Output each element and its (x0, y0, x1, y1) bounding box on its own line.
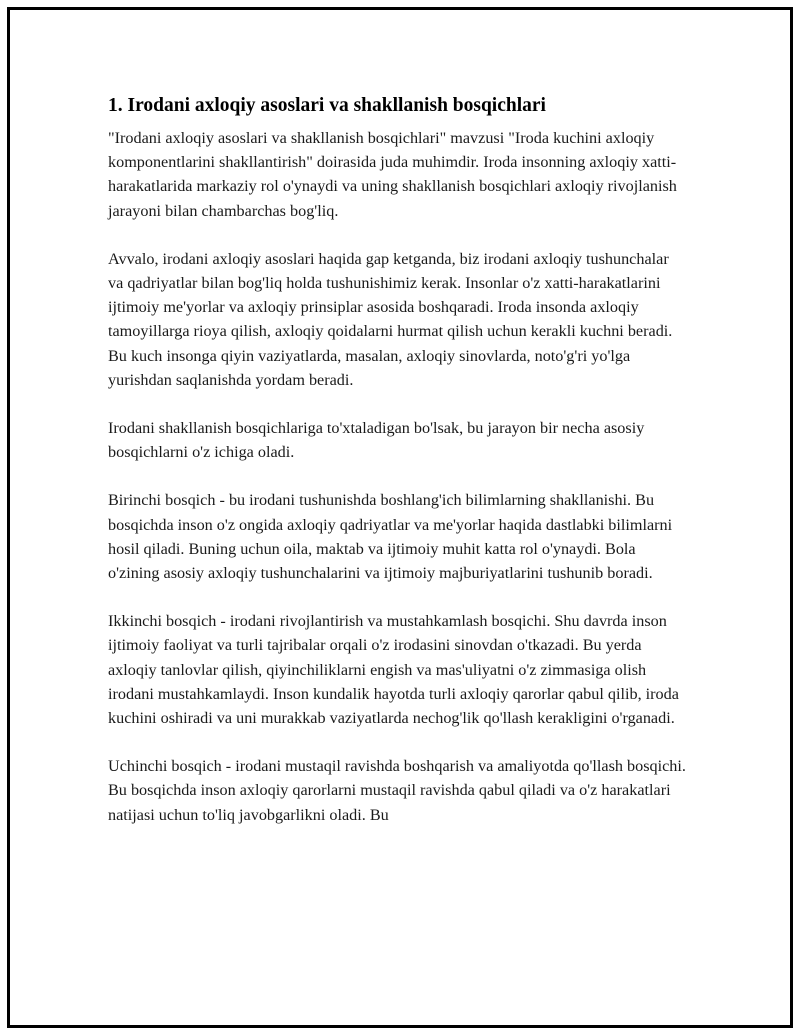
paragraph-stages-overview: Irodani shakllanish bosqichlariga to'xtaladigan bo'lsak, bu jarayon bir necha asosiy bosqichlarni o'z ichiga oladi. (108, 419, 645, 462)
paragraph-stage-three: Uchinchi bosqich - irodani mustaqil ravishda boshqarish va amaliyotda qo'llash bosqichi. Bu bosqichda inson axloqiy qarorlarni mustaqil ravishda qabul qiladi va o'z harakatlari natijasi uchun to'liq javobgarlikni oladi. Bu (108, 757, 686, 824)
paragraph-stage-two: Ikkinchi bosqich - irodani rivojlantirish va mustahkamlash bosqichi. Shu davrda inson ijtimoiy faoliyat va turli tajribalar orqali o'z irodasini sinovdan o'tkazadi. Bu yerda axloqiy tanlovlar qilish, qiyinchiliklarni engish va mas'uliyatni o'z zimmasiga olish irodani mustahkamlaydi. Inson kundalik hayotda turli axloqiy qarorlar qabul qilib, iroda kuchini oshiradi va uni murakkab vaziyatlarda nechog'lik qo'llash kerakligini o'rganadi. (108, 612, 679, 728)
paragraph-intro: "Irodani axloqiy asoslari va shakllanish bosqichlari" mavzusi "Iroda kuchini axloqiy komponentlarini shakllantirish" doirasida juda muhimdir. Iroda insonning axloqiy xatti-harakatlarida markaziy rol o'ynaydi va uning shakllanish bosqichlari axloqiy rivojlanish jarayoni bilan chambarchas bog'liq. (108, 129, 677, 220)
paragraph-stage-one: Birinchi bosqich - bu irodani tushunishda boshlang'ich bilimlarning shakllanishi. Bu bosqichda inson o'z ongida axloqiy qadriyatlar va me'yorlar haqida dastlabki bilimlarni hosil qiladi. Buning uchun oila, maktab va ijtimoiy muhit katta rol o'ynaydi. Bola o'zining asosiy axloqiy tushunchalarini va ijtimoiy majburiyatlarini tushunib boradi. (108, 491, 673, 583)
section-heading: 1. Irodani axloqiy asoslari va shakllanish bosqichlari (108, 95, 546, 116)
document-body (108, 92, 688, 851)
paragraph-moral-foundations: Avvalo, irodani axloqiy asoslari haqida gap ketganda, biz irodani axloqiy tushunchalar va qadriyatlar bilan bog'liq holda tushunishimiz kerak. Insonlar o'z xatti-harakatlarini ijtimoiy me'yorlar va axloqiy prinsiplar asosida boshqaradi. Iroda insonda axloqiy tamoyillarga rioya qilish, axloqiy qoidalarni hurmat qilish uchun kerakli kuchni beradi. Bu kuch insonga qiyin vaziyatlarda, masalan, axloqiy sinovlarda, noto'g'ri yo'lga yurishdan saqlanishda yordam beradi. (108, 249, 673, 389)
